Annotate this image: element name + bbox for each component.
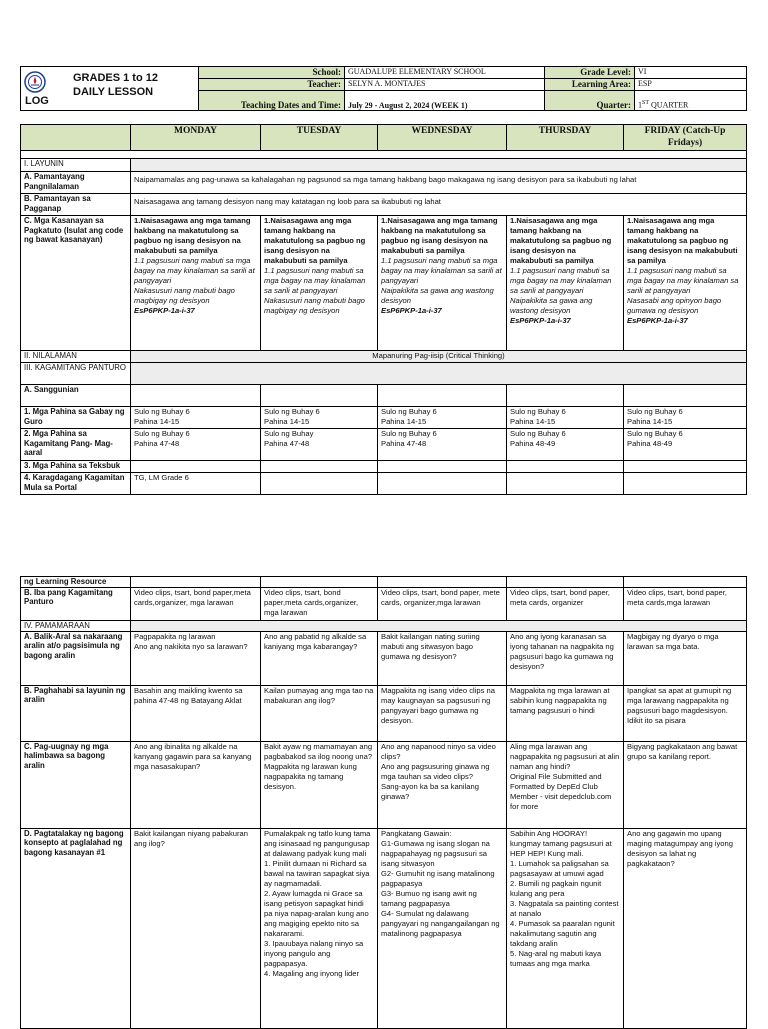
day-wednesday: WEDNESDAY	[378, 125, 507, 151]
iba-row	[21, 587, 747, 620]
kasanayan-sub: 1.1 pagsusuri nang mabuti sa mga bagay na may kinalaman sa sarili at pangyayari Naipakikita sa gawa ang wastong desisyon	[510, 266, 612, 315]
page-title	[73, 71, 158, 99]
paghahabi-wednesday: Magpakita ng isang video clips na may kaugnayan sa pagsusuri ng pangyayari bago gumawa ng desisyon.	[378, 685, 507, 741]
paghahabi-tuesday: Kailan pumayag ang mga tao na mabakuran ang ilog?	[261, 685, 378, 741]
pagugnay-tuesday: Bakit ayaw ng mamamayan ang pagbabakod sa ilog noong una? Magpakita ng larawan kung nagpapakita ng tamang desisyon.	[261, 741, 378, 828]
kasanayan-monday	[131, 216, 261, 351]
pamamaraan-row	[21, 620, 747, 631]
kagamitan-row	[21, 363, 747, 385]
kasanayan-main: 1.Naisasagawa ang mga tamang hakbang na makatutulong sa pagbuo ng isang desisyon na makabubuti sa pamilya	[627, 216, 738, 265]
school-label: School:	[199, 67, 345, 79]
kasanayan-label: C. Mga Kasanayan sa Pagkatuto (Isulat ang code ng bawat kasanayan)	[21, 216, 131, 351]
balik-monday: Pagpapakita ng larawan Ano ang nakikita nyo sa larawan?	[131, 631, 261, 685]
kasanayan-code: EsP6PKP-1a-i-37	[134, 306, 195, 315]
pagtatalakay-friday: Ano ang gagawin mo upang maging matagumpay ang iyong desisyon sa lahat ng pagkakataon?	[624, 828, 747, 1028]
pagganap-row	[21, 194, 747, 216]
kasanayan-sub: 1.1 pagsusuri nang mabuti sa mga bagay na may kinalaman sa sarili at pangyayari Nakasusuri nang mabuti bago magbigay ng desisyon	[264, 266, 366, 315]
pagugnay-monday: Ano ang ibinalita ng alkalde na kanyang gagawin para sa kanyang mga nasasakupan?	[131, 741, 261, 828]
day-friday: FRIDAY (Catch-Up Fridays)	[624, 125, 747, 151]
gabay-friday: Sulo ng Buhay 6 Pahina 14-15	[624, 407, 747, 429]
nilalaman-label: II. NILALAMAN	[21, 351, 131, 363]
teacher-label: Teacher:	[199, 79, 345, 91]
kagamitang-row	[21, 429, 747, 461]
gabay-thursday: Sulo ng Buhay 6 Pahina 14-15	[507, 407, 624, 429]
dates-value: July 29 - August 2, 2024 (WEEK 1)	[345, 91, 545, 111]
kasanayan-sub: 1.1 pagsusuri nang mabuti sa mga bagay na may kinalaman sa sarili at pangyayari Nakasusuri nang mabuti bago magbigay ng desisyon	[134, 256, 255, 305]
kagamitang-friday: Sulo ng Buhay 6 Pahina 48-49	[624, 429, 747, 461]
nilalaman-value: Mapanuring Pag-iisip (Critical Thinking)	[131, 351, 747, 363]
pagugnay-thursday: Aling mga larawan ang nagpapakita ng pagsusuri at alin naman ang hindi? Original File Submitted and Formatted by DepEd Club Member - visit depedclub.com for more	[507, 741, 624, 828]
balik-label: A. Balik-Aral sa nakaraang aralin at/o pagsisimula ng bagong aralin	[21, 631, 131, 685]
kagamitang-label: 2. Mga Pahina sa Kagamitang Pang- Mag-aaral	[21, 429, 131, 461]
quarter-rest: QUARTER	[649, 101, 689, 110]
logo-text: LOG	[25, 95, 49, 107]
pagugnay-friday: Bigyang pagkakataon ang bawat grupo sa kanilang report.	[624, 741, 747, 828]
pagugnay-wednesday: Ano ang napanood ninyo sa video clips? Ano ang pagsusuring ginawa ng mga tauhan sa video clips? Sang-ayon ka ba sa kanilang ginawa?	[378, 741, 507, 828]
school-value: GUADALUPE ELEMENTARY SCHOOL	[345, 67, 545, 79]
paghahabi-row	[21, 685, 747, 741]
pamantayang-value: Naipamamalas ang pag-unawa sa kahalagahan ng pagsunod sa mga tamang hakbang bago makagawa ng isang desisyon para sa ikabubuti ng lahat	[131, 172, 747, 194]
day-thursday: THURSDAY	[507, 125, 624, 151]
kasanayan-tuesday	[261, 216, 378, 351]
kasanayan-wednesday	[378, 216, 507, 351]
iba-thursday: Video clips, tsart, bond paper, meta cards, organizer	[507, 587, 624, 620]
pagganap-label: B. Pamantayan sa Pagganap	[21, 194, 131, 216]
pamantayang-row	[21, 172, 747, 194]
layunin-row	[21, 159, 747, 172]
kagamitang-wednesday: Sulo ng Buhay 6 Pahina 47-48	[378, 429, 507, 461]
dates-label: Teaching Dates and Time:	[199, 91, 345, 111]
gabay-label: 1. Mga Pahina sa Gabay ng Guro	[21, 407, 131, 429]
gabay-monday: Sulo ng Buhay 6 Pahina 14-15	[131, 407, 261, 429]
pagugnay-row	[21, 741, 747, 828]
kasanayan-friday	[624, 216, 747, 351]
area-label: Learning Area:	[545, 79, 635, 91]
pagtatalakay-thursday: Sabihin Ang HOORAY! kungmay tamang pagsusuri at HEP HEP! Kung mali. 1. Lumahok sa paligsahan sa pagsasayaw at umuwi agad 2. Bumili ng pagkain ngunit kulang ang pera 3. Nagpatala sa painting contest at nanalo 4. Pumasok sa paaralan ngunit nakalimutang sagutin ang takdang aralin 5. Nag-aral ng mabuti kaya tumaas ang mga marka	[507, 828, 624, 1028]
kagamitan-label: III. KAGAMITANG PANTURO	[21, 363, 131, 385]
title-line-1: GRADES 1 to 12	[73, 72, 158, 84]
resource-row	[21, 577, 747, 588]
gabay-row	[21, 407, 747, 429]
sanggunian-row	[21, 385, 747, 407]
area-value: ESP	[635, 79, 747, 91]
teksbuk-label: 3. Mga Pahina sa Teksbuk	[21, 461, 131, 473]
kasanayan-main: 1.Naisasagawa ang mga tamang hakbang na makatutulong sa pagbuo ng isang desisyon na makabubuti sa pamilya	[381, 216, 498, 255]
pagtatalakay-monday: Bakit kailangan niyang pabakuran ang ilog?	[131, 828, 261, 1028]
layunin-label: I. LAYUNIN	[21, 159, 131, 172]
kasanayan-code: EsP6PKP-1a-i-37	[627, 316, 688, 325]
kasanayan-code: EsP6PKP-1a-i-37	[510, 316, 571, 325]
pagganap-value: Naisasagawa ang tamang desisyon nang may katatagan ng loob para sa ikabubuti ng lahat	[131, 194, 747, 216]
iba-monday: Video clips, tsart, bond paper,meta cards,organizer, mga larawan	[131, 587, 261, 620]
paghahabi-monday: Basahin ang maikling kwento sa pahina 47-48 ng Batayang Aklat	[131, 685, 261, 741]
kasanayan-main: 1.Naisasagawa ang mga tamang hakbang na makatutulong sa pagbuo ng isang desisyon na makabubuti sa pamilya	[264, 216, 366, 265]
grade-value: VI	[635, 67, 747, 79]
iba-friday: Video clips, tsart, bond paper, meta cards,mga larawan	[624, 587, 747, 620]
day-monday: MONDAY	[131, 125, 261, 151]
quarter-label: Quarter:	[545, 91, 635, 111]
nilalaman-row	[21, 351, 747, 363]
pagtatalakay-row	[21, 828, 747, 1028]
gabay-wednesday: Sulo ng Buhay 6 Pahina 14-15	[378, 407, 507, 429]
paghahabi-friday: Ipangkat sa apat at gumupit ng mga larawang nagpapakita ng pagsusuri bago magdesisyon. Idikit ito sa pisara	[624, 685, 747, 741]
balik-row	[21, 631, 747, 685]
karagdagang-row	[21, 473, 747, 495]
quarter-num: 1	[638, 101, 642, 110]
balik-thursday: Ano ang iyong karanasan sa iyong tahanan na nagpakita ng pagsusuri bago ka gumawa ng desisyon?	[507, 631, 624, 685]
pagugnay-label: C. Pag-uugnay ng mga halimbawa sa bagong aralin	[21, 741, 131, 828]
days-header-blank	[21, 125, 131, 151]
pagtatalakay-tuesday: Pumalakpak ng tatlo kung tama ang isinasaad ng pangungusap at dalawang padyak kung mali 1. Pinilit dumaan ni Richard sa bawal na tawiran sapagkat siya ay nagmamadali. 2. Ayaw lumagda ni Grace sa isang petisyon sapagkat hindi pa niya napag-aralan kung ano ang magiging epekto nito sa nakararami. 3. Ipauubaya nalang ninyo sa inyong pangulo ang pagpapasya. 4. Magaling ang inyong lider	[261, 828, 378, 1028]
balik-wednesday: Bakit kailangan nating suriing mabuti ang sitwasyon bago gumawa ng desisyon?	[378, 631, 507, 685]
quarter-sup: ST	[642, 100, 650, 107]
balik-friday: Magbigay ng dyaryo o mga larawan sa mga bata.	[624, 631, 747, 685]
grade-label: Grade Level:	[545, 67, 635, 79]
pagtatalakay-wednesday: Pangkatang Gawain: G1-Gumawa ng isang slogan na nagpapahayag ng pagsusuri sa isang sitwasyon G2- Gumuhit ng isang matalinong pagpapasya G3- Bumuo ng isang awit ng tamang pagpapasya G4- Sumulat ng dalawang pangyayari ng nangangailangan ng matalinong pagpapasya	[378, 828, 507, 1028]
kasanayan-thursday	[507, 216, 624, 351]
deped-seal-icon	[24, 71, 46, 93]
paghahabi-label: B. Paghahabi sa layunin ng aralin	[21, 685, 131, 741]
iba-label: B. Iba pang Kagamitang Panturo	[21, 587, 131, 620]
day-tuesday: TUESDAY	[261, 125, 378, 151]
kasanayan-sub: 1.1 pagsusuri nang mabuti sa mga bagay na may kinalaman sa sarili at pangyayari Naipakikita sa gawa ang wastong desisyon	[381, 256, 502, 305]
lesson-table-page-1	[20, 124, 747, 495]
kasanayan-main: 1.Naisasagawa ang mga tamang hakbang na makatutulong sa pagbuo ng isang desisyon na makabubuti sa pamilya	[134, 216, 251, 255]
kagamitang-monday: Sulo ng Buhay 6 Pahina 47-48	[131, 429, 261, 461]
days-header-row	[21, 125, 747, 151]
lesson-table-page-2	[20, 576, 747, 1029]
pamantayang-label: A. Pamantayang Pangnilalaman	[21, 172, 131, 194]
gabay-tuesday: Sulo ng Buhay 6 Pahina 14-15	[261, 407, 378, 429]
kagamitang-thursday: Sulo ng Buhay 6 Pahina 48-49	[507, 429, 624, 461]
header-table	[20, 66, 747, 111]
karagdagang-monday: TG, LM Grade 6	[131, 473, 261, 495]
pagtatalakay-label: D. Pagtatalakay ng bagong konsepto at paglalahad ng bagong kasanayan #1	[21, 828, 131, 1028]
kasanayan-sub: 1.1 pagsusuri nang mabuti sa mga bagay na may kinalaman sa sarili at pangyayari Nasasabi ang opinyon bago gumawa ng desisyon	[627, 266, 739, 315]
kagamitang-tuesday: Sulo ng Buhay Pahina 47-48	[261, 429, 378, 461]
balik-tuesday: Ano ang pabatid ng alkalde sa kaniyang mga kabarangay?	[261, 631, 378, 685]
teacher-value: SELYN A. MONTAJES	[345, 79, 545, 91]
quarter-value	[635, 91, 747, 111]
kasanayan-main: 1.Naisasagawa ang mga tamang hakbang na makatutulong sa pagbuo ng isang desisyon na makabubuti sa pamilya	[510, 216, 612, 265]
teksbuk-row	[21, 461, 747, 473]
resource-label: ng Learning Resource	[21, 577, 131, 588]
pamamaraan-label: IV. PAMAMARAAN	[21, 620, 131, 631]
sanggunian-label: A. Sanggunian	[21, 385, 131, 407]
title-line-2: DAILY LESSON	[73, 86, 154, 98]
iba-wednesday: Video clips, tsart, bond paper, mete cards, organizer,mga larawan	[378, 587, 507, 620]
header-logo-cell	[21, 67, 199, 111]
kasanayan-row	[21, 216, 747, 351]
karagdagang-label: 4. Karagdagang Kagamitan Mula sa Portal	[21, 473, 131, 495]
kasanayan-code: EsP6PKP-1a-i-37	[381, 306, 442, 315]
paghahabi-thursday: Magpakita ng mga larawan at sabihin kung nagpapakita ng tamang pagsusuri o hindi	[507, 685, 624, 741]
iba-tuesday: Video clips, tsart, bond paper,meta cards,organizer, mga larawan	[261, 587, 378, 620]
